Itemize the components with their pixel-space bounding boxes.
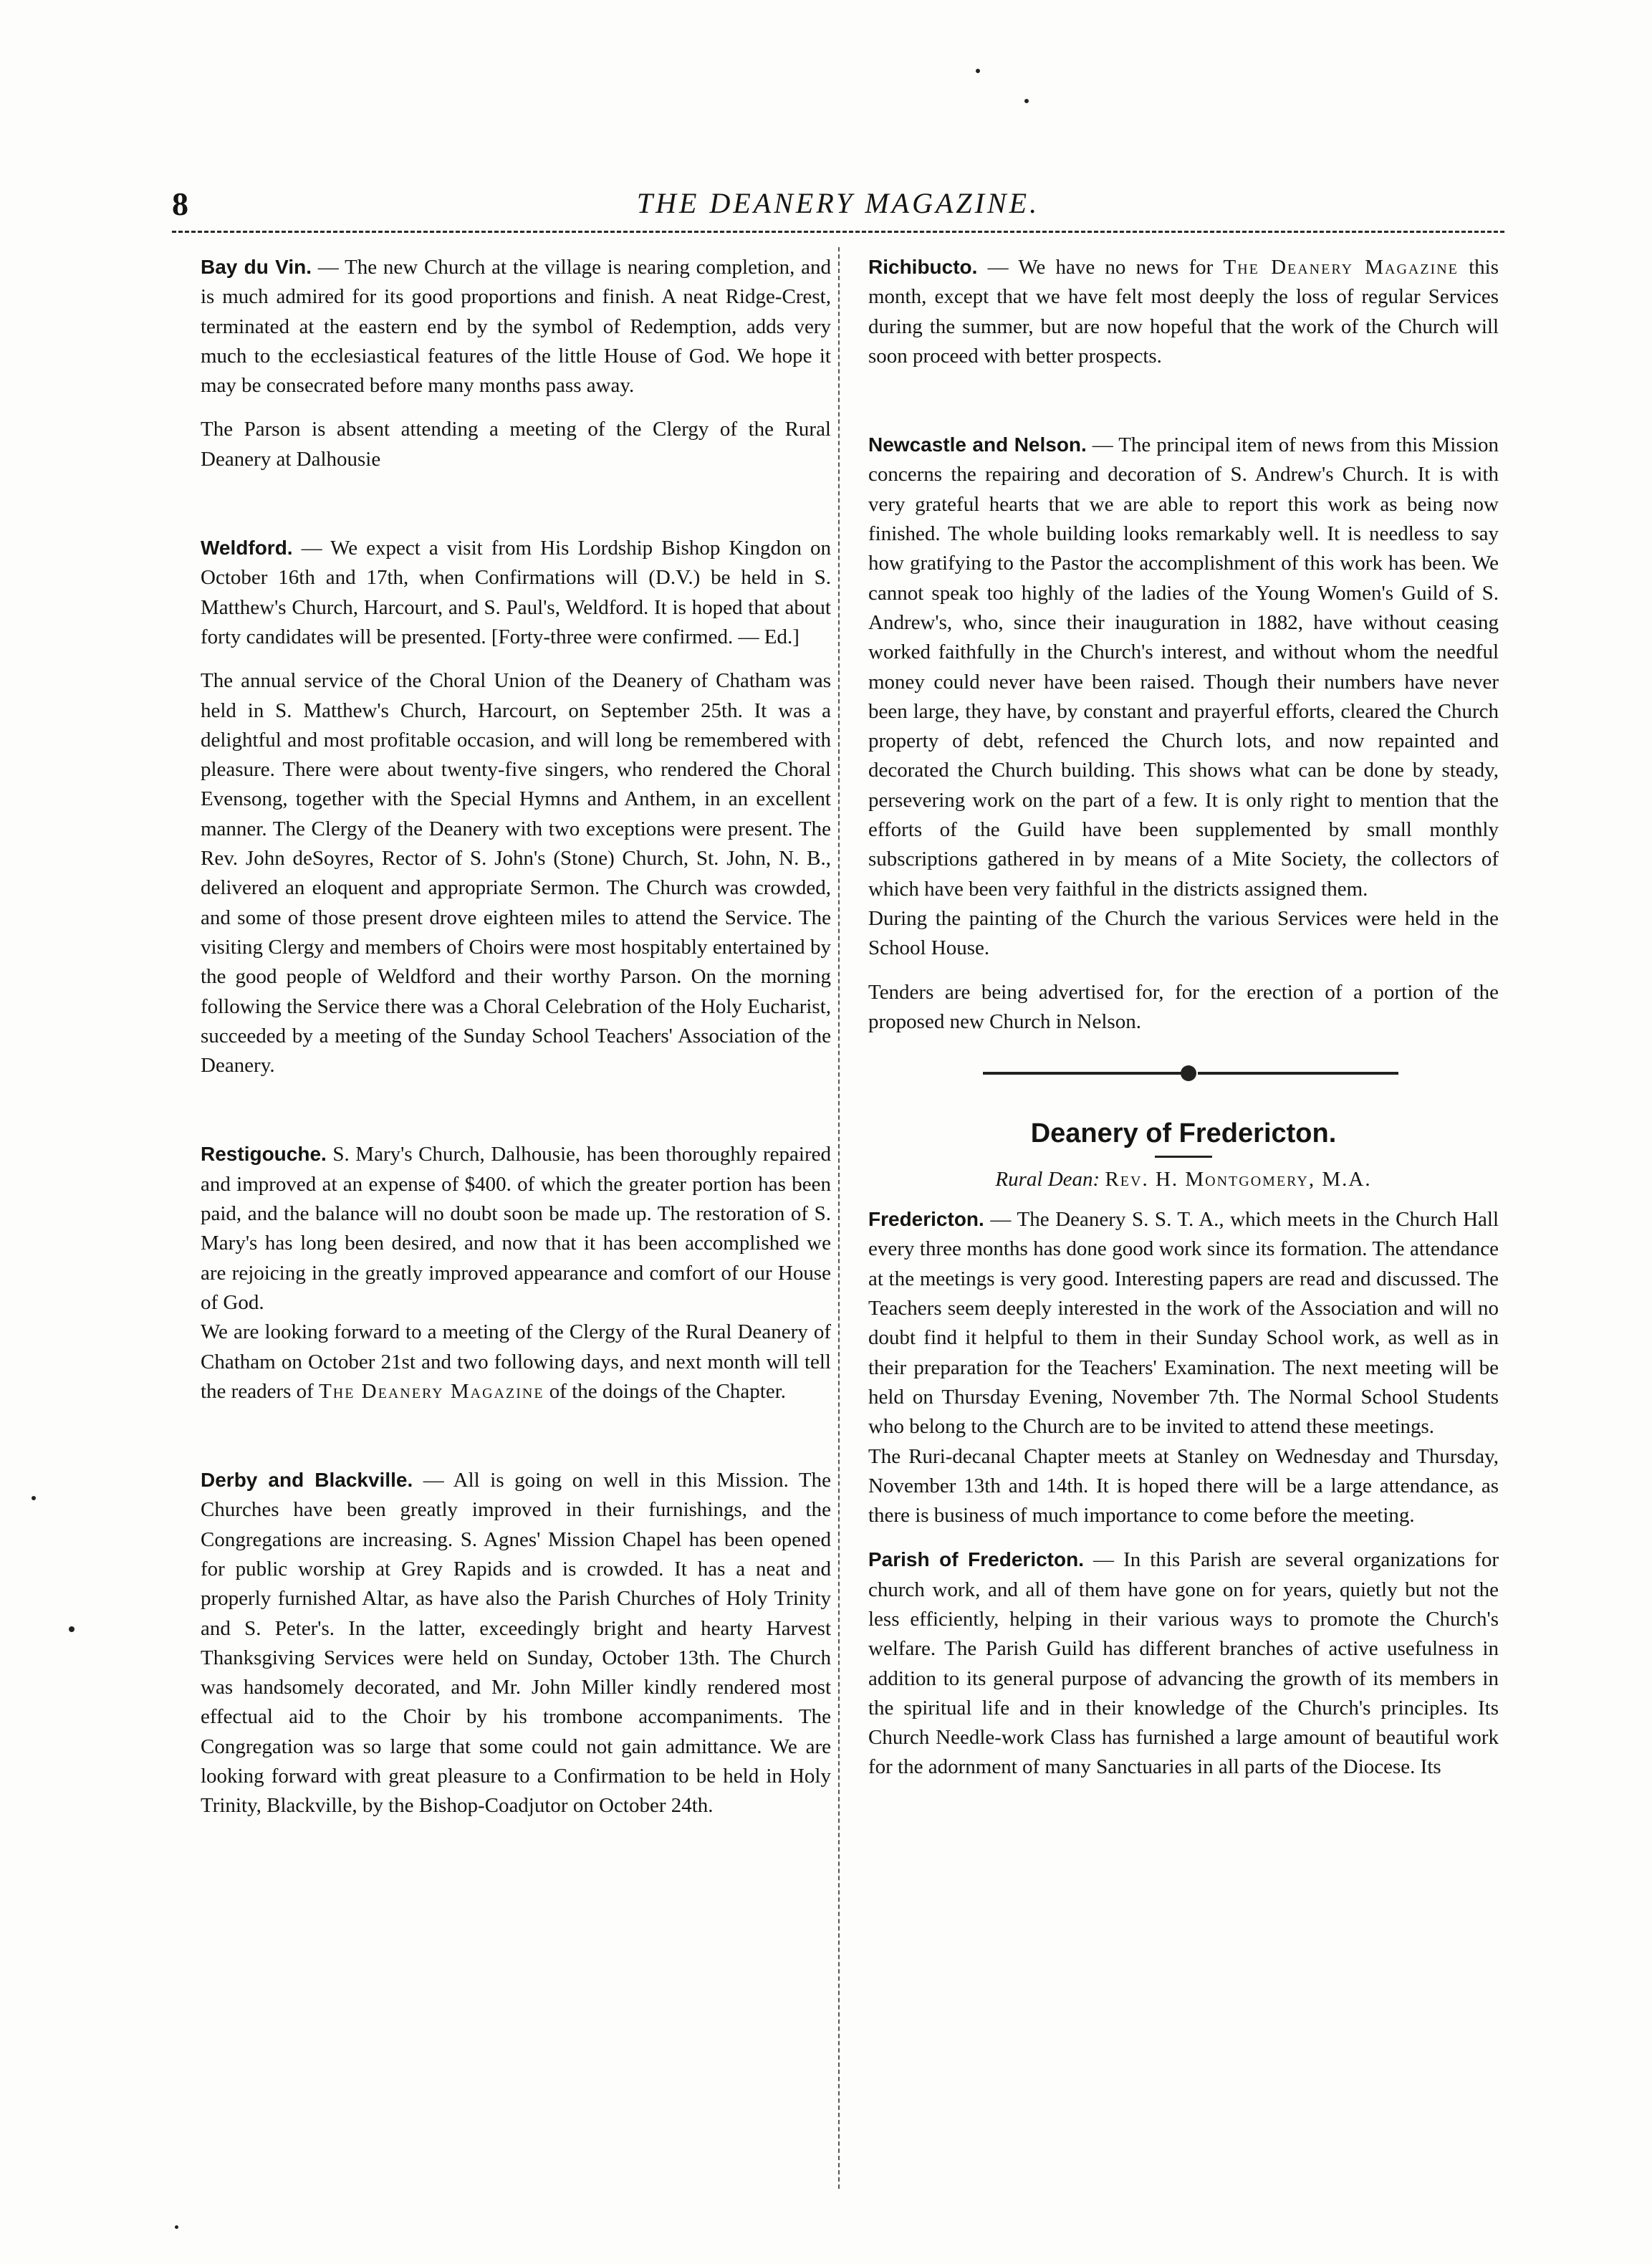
article-lead: Weldford. [201, 537, 293, 560]
paragraph: Tenders are being advertised for, for the erection of a portion of the proposed new Church in Nelson. [868, 980, 1499, 1033]
page-number: 8 [172, 186, 188, 222]
heading-rule [1155, 1156, 1212, 1158]
paragraph: During the painting of the Church the various Services were held in the School House. [868, 906, 1499, 960]
article-text: — We expect a visit from His Lordship Bishop Kingdon on October 16th and 17th, when Confirmations will (D.V.) be held in S. Matthew's Church, Harcourt, and S. Paul's, Weldford. It is hoped that about forty candidates will be presented. [Forty-three were confirmed. — Ed.] [201, 537, 831, 648]
article-fredericton [868, 1204, 1499, 1442]
section-heading: Deanery of Fredericton. [1030, 1118, 1337, 1149]
article-bay-du-vin [201, 252, 831, 400]
article-lead: Derby and Blackville. [201, 1469, 413, 1492]
left-column [201, 252, 831, 1821]
article-text: — The principal item of news from this Mission concerns the repairing and decoration of S. Andrew's Church. It is with very grateful hearts that we are able to report this work as being now finished. The whole building looks remarkably well. It is needless to say how gratifying to the Pastor the accomplishment of this work has been. We cannot speak too highly of the ladies of the Young Women's Guild of S. Andrew's, who, since their inauguration in 1882, have without ceasing worked faithfully in the Church's interest, and without whom the needful money could never have been raised. Though their numbers have never been large, they have, by constant and prayerful efforts, cleared the Church property of debt, refenced the Church lots, and now repainted and decorated the Church building. This shows what can be done by steady, persevering work on the part of a few. It is only right to mention that the efforts of the Guild have been supplemented by small monthly subscriptions gathered in by means of a Mite Society, the collectors of which have been very faithful in the districts assigned them. [868, 433, 1499, 901]
article-text: S. Mary's Church, Dalhousie, has been thoroughly repaired and improved at an expense of $400. of which the greater portion has been paid, and the balance will no doubt soon be made up. The restoration of S. Mary's has long been desired, and now that it has been accomplished we are rejoicing in the greatly improved appearance and comfort of our House of God. [201, 1143, 831, 1314]
magazine-name: The Deanery Magazine [319, 1379, 544, 1403]
print-speck [175, 2225, 178, 2229]
article-restigouche [201, 1139, 831, 1318]
magazine-name: The Deanery Magazine [1223, 256, 1459, 279]
print-speck [32, 1496, 36, 1500]
article-lead: Parish of Fredericton. [868, 1548, 1084, 1571]
header-rule [172, 231, 1504, 233]
article-text: — All is going on well in this Mission. The Churches have been greatly improved in their furnishings, and the Congregations are increasing. S. Agnes' Mission Chapel has been opened for public worship at Grey Rapids and is crowded. It has a neat and properly furnished Altar, as have also the Parish Churches of Holy Trinity and S. Peter's. In the latter, exceedingly bright and hearty Harvest Thanksgiving Services were held on Sunday, October 13th. The Church was handsomely decorated, and Mr. John Miller kindly rendered most effectual aid to the Choir by his trombone accompaniments. The Congregation was so large that some could not gain admittance. We are looking forward with great pleasure to a Confirmation to be held in Holy Trinity, Blackville, by the Bishop-Coadjutor on October 24th. [201, 1469, 831, 1818]
article-derby-blackville [201, 1465, 831, 1821]
article-lead: Newcastle and Nelson. [868, 433, 1087, 456]
paragraph: The annual service of the Choral Union of the Deanery of Chatham was held in S. Matthew's Church, Harcourt, on September 25th. It was a delightful and most profitable occasion, and will long be remembered with pleasure. There were about twenty-five singers, who rendered the Choral Evensong, together with the Special Hymns and Anthem, in an excellent manner. The Clergy of the Deanery with two exceptions were present. The Rev. John deSoyres, Rector of S. John's (Stone) Church, St. John, N. B., delivered an eloquent and appropriate Sermon. The Church was crowded, and some of those present drove eighteen miles to attend the Service. The visiting Clergy and members of Choirs were most hospitably entertained by the good people of Weldford and their worthy Parson. On the morning following the Service there was a Choral Celebration of the Holy Eucharist, succeeded by a meeting of the Sunday School Teachers' Association of the Deanery. [201, 669, 831, 1078]
article-text: — The Deanery S. S. T. A., which meets in the Church Hall every three months has done good work since its formation. The attendance at the meetings is very good. Interesting papers are read and discussed. The Teachers seem deeply interested in the work of the Association and will no doubt find it helpful to them in their Sunday School work, as well as in their preparation for the Teachers' Examination. The next meeting will be held on Thursday Evening, November 7th. The Normal School Students who belong to the Church are to be invited to attend these meetings. [868, 1208, 1499, 1439]
article-lead: Bay du Vin. [201, 256, 312, 278]
article-parish-fredericton [868, 1545, 1499, 1782]
print-speck [69, 1626, 75, 1632]
print-speck [976, 69, 980, 73]
paragraph: The Parson is absent attending a meeting of the Clergy of the Rural Deanery at Dalhousie [201, 418, 831, 471]
rural-dean-byline: Rural Dean: Rev. H. Montgomery, M.A. [995, 1168, 1372, 1191]
right-column [868, 252, 1499, 1783]
article-lead: Restigouche. [201, 1143, 327, 1166]
ornament-divider [868, 1065, 1499, 1080]
running-title: THE DEANERY MAGAZINE. [636, 187, 1040, 219]
article-lead: Fredericton. [868, 1208, 984, 1231]
article-lead: Richibucto. [868, 256, 978, 278]
page-header [172, 185, 1504, 235]
column-divider [838, 247, 840, 2189]
article-richibucto: Richibucto. — We have no news for The Deanery Magazine this month, except that we have felt most deeply the loss of regular Services during the summer, but are now hopeful that the work of the Church will soon proceed with better prospects. [868, 256, 1499, 368]
paragraph: We are looking forward to a meeting of the Clergy of the Rural Deanery of Chatham on October 21st and two following days, and next month will tell the readers of The Deanery Magazine of the doings of the Chapter. [201, 1320, 831, 1403]
paragraph: The Ruri-decanal Chapter meets at Stanley on Wednesday and Thursday, November 13th and 14th. It is hoped there will be a large attendance, as there is business of much importance to come before the meeting. [868, 1444, 1499, 1527]
article-text: — In this Parish are several organizations for church work, and all of them have gone on for years, quietly but not the less efficiently, helping in their various ways to promote the Church's welfare. The Parish Guild has different branches of active usefulness in addition to its general purpose of advancing the growth of its members in the spiritual life and in their knowledge of the Church's principles. Its Church Needle-work Class has furnished a large amount of beautiful work for the adornment of many Sanctuaries in all parts of the Diocese. Its [868, 1548, 1499, 1779]
print-speck [1024, 99, 1029, 103]
article-weldford [201, 533, 831, 652]
article-text: — The new Church at the village is nearing completion, and is much admired for its good proportions and finish. A neat Ridge-Crest, terminated at the eastern end by the symbol of Redemption, adds very much to the ecclesiastical features of the little House of God. We hope it may be consecrated before many months pass away. [201, 256, 831, 398]
article-newcastle-nelson [868, 430, 1499, 904]
